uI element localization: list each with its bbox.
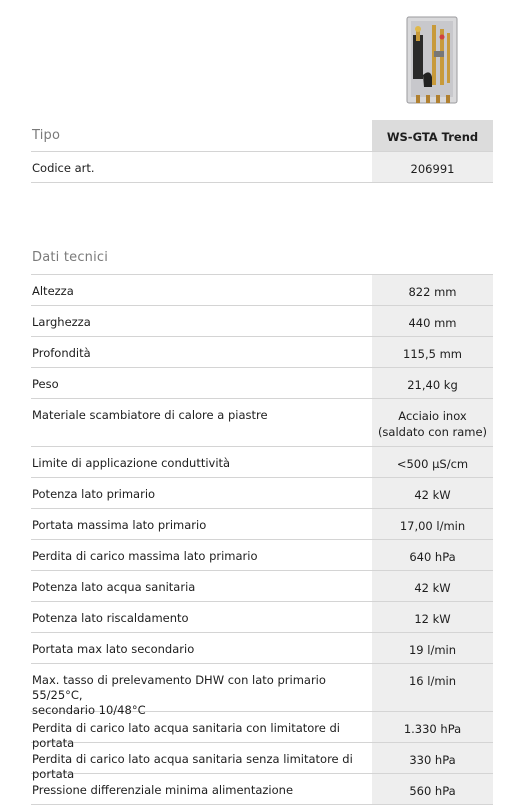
table-row <box>31 306 493 337</box>
table-row <box>31 571 493 602</box>
row-value: 16 l/min <box>372 664 493 711</box>
row-label: Profondità <box>32 346 91 360</box>
row-label: Portata max lato secondario <box>32 642 195 656</box>
row-label: Altezza <box>32 284 74 298</box>
row-value: <500 µS/cm <box>372 447 493 477</box>
table-row <box>31 743 493 781</box>
type-row <box>31 120 493 152</box>
table-row <box>31 399 493 447</box>
table-row <box>31 447 493 478</box>
row-label: Materiale scambiatore di calore a piastre <box>32 408 268 422</box>
row-value: 115,5 mm <box>372 337 493 367</box>
table-row <box>31 337 493 368</box>
row-label: Potenza lato acqua sanitaria <box>32 580 196 594</box>
row-value: 42 kW <box>372 571 493 601</box>
row-label: Larghezza <box>32 315 91 329</box>
table-row <box>31 712 493 750</box>
code-label: Codice art. <box>32 161 95 175</box>
product-image <box>404 15 460 107</box>
row-label: Potenza lato primario <box>32 487 156 501</box>
row-label: Max. tasso di prelevamento DHW con lato primario 55/25°C, secondario 10/48°C <box>32 673 326 717</box>
row-value: 12 kW <box>372 602 493 632</box>
row-value: 17,00 l/min <box>372 509 493 539</box>
table-row <box>31 774 493 805</box>
row-label: Peso <box>32 377 59 391</box>
technical-table <box>31 274 493 805</box>
table-row <box>31 633 493 664</box>
row-value: 330 hPa <box>372 743 493 773</box>
row-label: Perdita di carico lato acqua sanitaria senza limitatore di portata <box>32 752 353 781</box>
row-value: 822 mm <box>372 275 493 305</box>
row-label: Potenza lato riscaldamento <box>32 611 189 625</box>
table-row <box>31 540 493 571</box>
row-value: 42 kW <box>372 478 493 508</box>
row-value: 19 l/min <box>372 633 493 663</box>
table-row <box>31 275 493 306</box>
type-label: Tipo <box>32 128 61 143</box>
product-table <box>31 120 493 183</box>
table-row <box>31 602 493 633</box>
row-value: Acciaio inox (saldato con rame) <box>372 399 493 446</box>
row-label: Limite di applicazione conduttività <box>32 456 231 470</box>
row-label: Portata massima lato primario <box>32 518 207 532</box>
row-value: 640 hPa <box>372 540 493 570</box>
code-row <box>31 152 493 183</box>
code-value: 206991 <box>372 152 493 182</box>
table-row <box>31 368 493 399</box>
table-row <box>31 664 493 717</box>
technical-title: Dati tecnici <box>32 250 109 265</box>
row-value: 21,40 kg <box>372 368 493 398</box>
row-label: Perdita di carico massima lato primario <box>32 549 258 563</box>
type-value: WS-GTA Trend <box>372 120 493 151</box>
row-value: 440 mm <box>372 306 493 336</box>
table-row <box>31 509 493 540</box>
row-value: 560 hPa <box>372 774 493 804</box>
row-value: 1.330 hPa <box>372 712 493 742</box>
table-row <box>31 478 493 509</box>
row-label: Pressione differenziale minima alimentazione <box>32 783 294 797</box>
row-label: Perdita di carico lato acqua sanitaria con limitatore di portata <box>32 721 340 750</box>
